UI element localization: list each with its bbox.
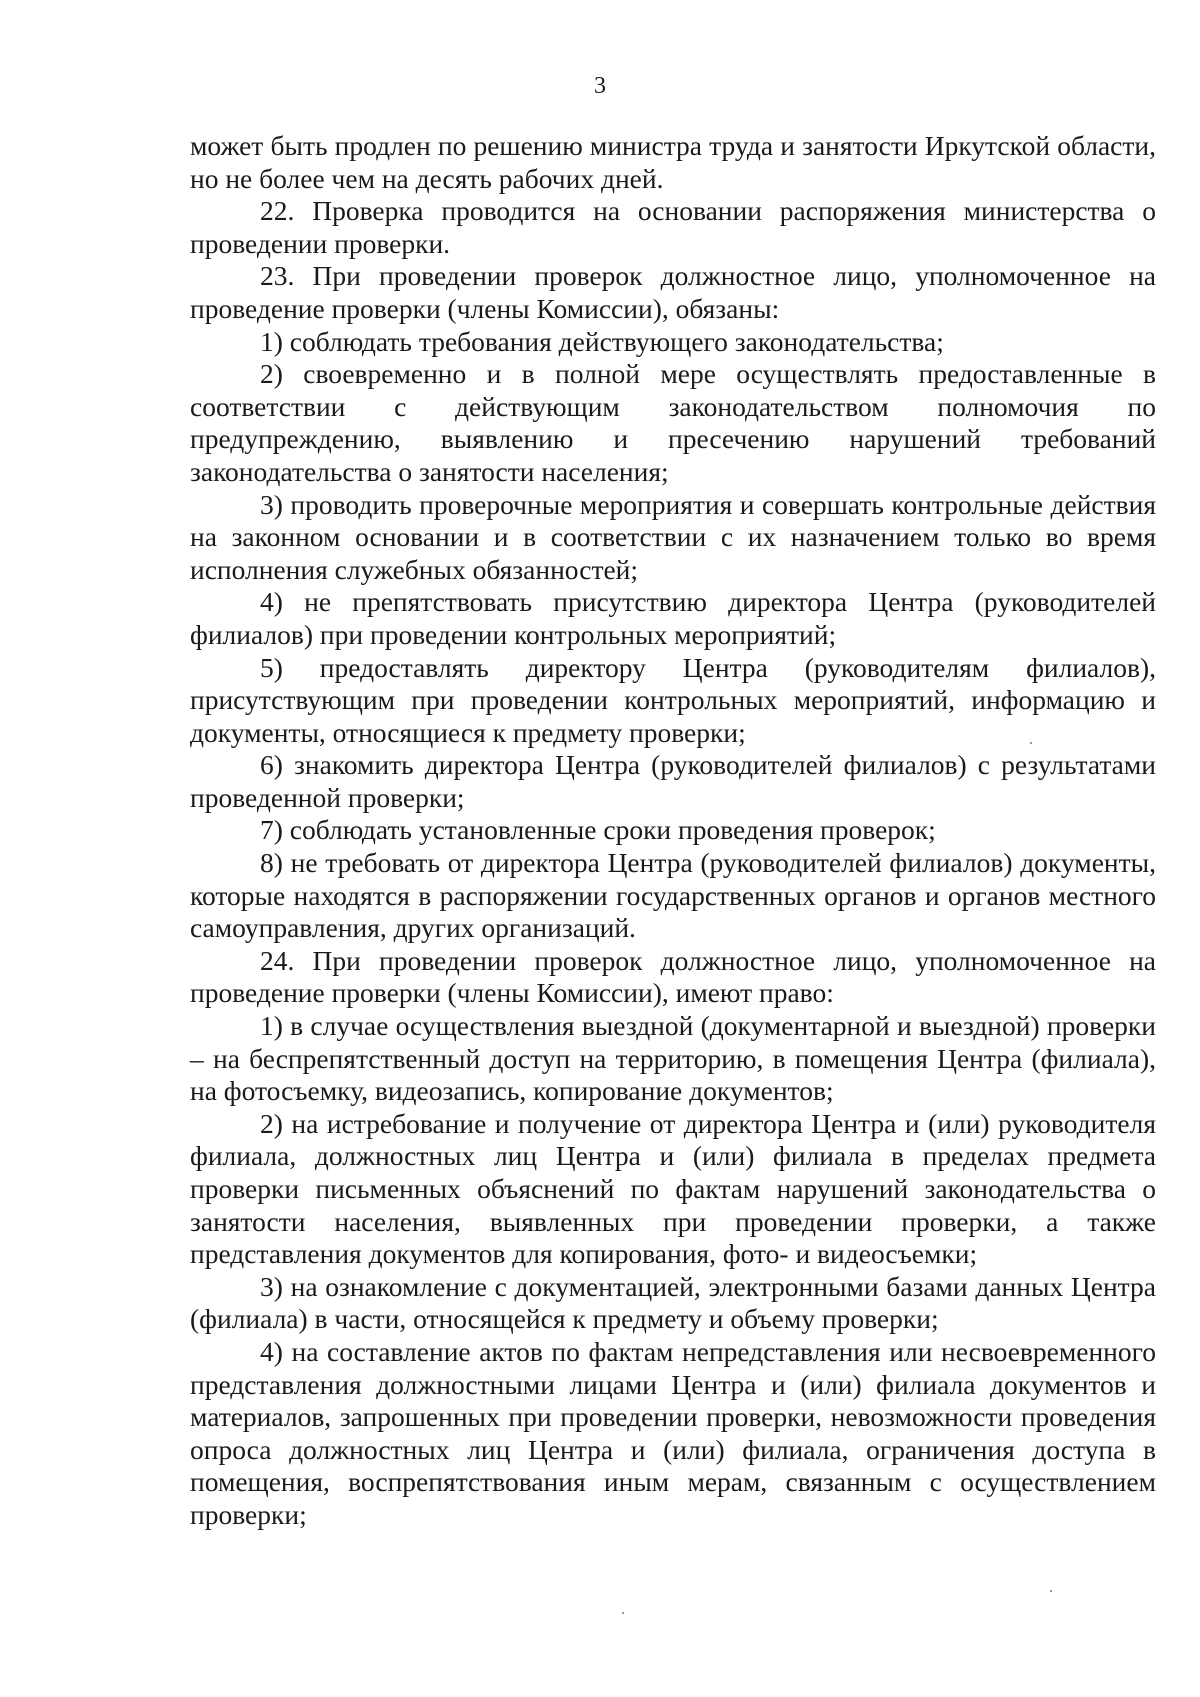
- list-item-23-8: 8) не требовать от директора Центра (руководителей филиалов) документы, которые находятся в распоряжении государственных органов и органов местного самоуправления, других организаций.: [190, 847, 1156, 944]
- list-item-23-6: 6) знакомить директора Центра (руководителей филиалов) с результатами проведенной проверки;: [190, 749, 1156, 813]
- scan-speck: [1050, 1590, 1052, 1592]
- list-item-23-1: 1) соблюдать требования действующего законодательства;: [260, 325, 944, 357]
- list-item-23-5: 5) предоставлять директору Центра (руководителям филиалов), присутствующим при проведении контрольных мероприятий, информацию и документы, относящиеся к предмету проверки;: [190, 651, 1156, 748]
- list-item-23-2: 2) своевременно и в полной мере осуществлять предоставленные в соответствии с действующим законодательством полномочия по предупреждению, выявлению и пресечению нарушений требований законодательства о занятости населения;: [190, 358, 1156, 487]
- list-item-24-1: 1) в случае осуществления выездной (документарной и выездной) проверки – на беспрепятственный доступ на территорию, в помещения Центра (филиала), на фотосъемку, видеозапись, копирование документов;: [190, 1010, 1156, 1107]
- paragraph-continuation: может быть продлен по решению министра труда и занятости Иркутской области, но не более чем на десять рабочих дней.: [190, 130, 1156, 194]
- list-item-23-3: 3) проводить проверочные мероприятия и совершать контрольные действия на законном основании и в соответствии с их назначением только во время исполнения служебных обязанностей;: [190, 488, 1156, 585]
- paragraph-22: 22. Проверка проводится на основании распоряжения министерства о проведении проверки.: [190, 195, 1156, 259]
- paragraph-23: 23. При проведении проверок должностное лицо, уполномоченное на проведение проверки (члены Комиссии), обязаны:: [190, 260, 1156, 324]
- list-item-24-3: 3) на ознакомление с документацией, электронными базами данных Центра (филиала) в части, относящейся к предмету и объему проверки;: [190, 1270, 1156, 1335]
- paragraph-24: 24. При проведении проверок должностное лицо, уполномоченное на проведение проверки (члены Комиссии), имеют право:: [190, 944, 1156, 1009]
- list-item-24-4: 4) на составление актов по фактам непредставления или несвоевременного представления должностными лицами Центра и (или) филиала документов и материалов, запрошенных при проведении проверки, невозможности проведения опроса должностных лиц Центра и (или) филиала, ограничения доступа в помещения, воспрепятствования иным мерам, связанным с осуществлением проверки;: [190, 1335, 1156, 1530]
- list-item-24-2: 2) на истребование и получение от директора Центра и (или) руководителя филиала, должностных лиц Центра и (или) филиала в пределах предмета проверки письменных объяснений по фактам нарушений законодательства о занятости населения, выявленных при проведении проверки, а также представления документов для копирования, фото- и видеосъемки;: [190, 1107, 1156, 1270]
- scan-speck: [622, 1612, 624, 1614]
- list-item-23-7: 7) соблюдать установленные сроки проведения проверок;: [260, 814, 936, 846]
- list-item-23-4: 4) не препятствовать присутствию директора Центра (руководителей филиалов) при проведении контрольных мероприятий;: [190, 586, 1156, 650]
- document-body: [190, 130, 1156, 1532]
- scan-speck: [1030, 742, 1032, 744]
- page-number: 3: [594, 73, 606, 99]
